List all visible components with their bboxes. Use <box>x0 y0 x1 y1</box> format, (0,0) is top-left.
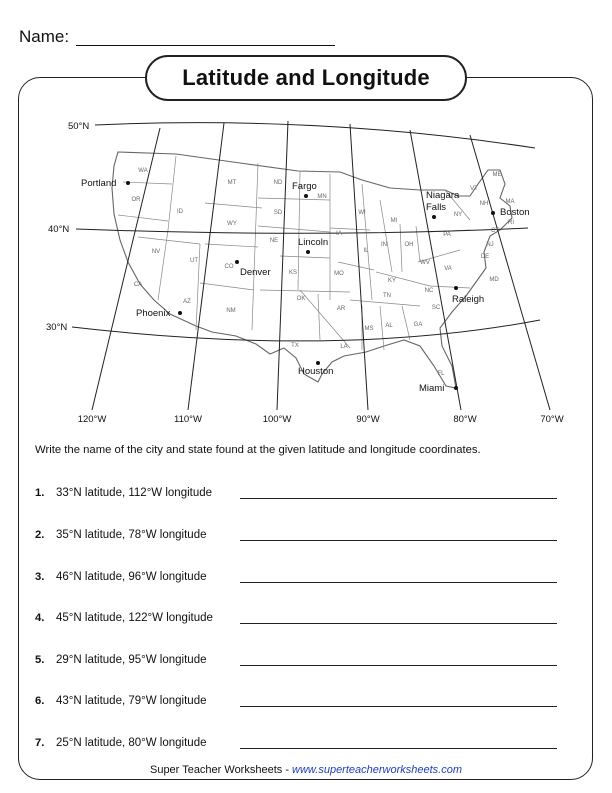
state-label: TX <box>291 343 299 349</box>
state-label: NC <box>424 288 434 294</box>
city-label: Lincoln <box>298 237 329 248</box>
city-dot <box>454 286 458 290</box>
state-label: MO <box>334 271 344 277</box>
state-label: MT <box>227 180 237 186</box>
state-label: MS <box>364 326 374 332</box>
state-label: ND <box>273 180 283 186</box>
state-label: MI <box>390 218 398 224</box>
lon-label: 110°W <box>174 414 202 425</box>
state-label: OR <box>131 197 141 203</box>
city-dot <box>491 211 495 215</box>
footer-brand: Super Teacher Worksheets - <box>149 764 293 776</box>
state-label: IN <box>381 242 387 248</box>
question-number: 1. <box>35 487 45 499</box>
city-label: Niagara <box>426 190 460 201</box>
state-label: AR <box>336 306 346 312</box>
answer-line[interactable] <box>240 498 557 499</box>
city-dot <box>304 194 308 198</box>
question-text: 35°N latitude, 78°W longitude <box>56 529 207 541</box>
state-label: VT <box>470 186 478 192</box>
city-label: Portland <box>81 178 117 189</box>
city-dot <box>316 361 320 365</box>
state-label: AZ <box>183 299 191 305</box>
state-label: IL <box>363 248 369 254</box>
city-label: Houston <box>298 366 334 377</box>
question-number: 7. <box>35 737 45 749</box>
page-title: Latitude and Longitude <box>145 55 467 101</box>
state-label: UT <box>190 258 198 264</box>
question-number: 4. <box>35 612 45 624</box>
city-label: Boston <box>500 207 530 218</box>
state-label: MN <box>317 194 327 200</box>
city-dot <box>306 250 310 254</box>
question <box>35 695 565 711</box>
state-label: IA <box>336 231 342 237</box>
state-label: WY <box>227 221 237 227</box>
question-text: 33°N latitude, 112°W longitude <box>56 487 213 499</box>
state-label: KY <box>387 278 397 284</box>
question <box>35 571 565 587</box>
city-label: Falls <box>426 202 447 213</box>
state-label: NH <box>479 201 489 207</box>
state-label: FL <box>437 371 445 377</box>
question <box>35 529 565 545</box>
city-label: Phoenix <box>136 308 171 319</box>
state-label: OK <box>296 296 306 302</box>
state-label: SD <box>273 210 283 216</box>
state-label: VA <box>444 266 452 272</box>
lon-label: 90°W <box>356 414 380 425</box>
question-text: 43°N latitude, 79°W longitude <box>56 695 207 707</box>
state-label: PA <box>443 232 451 238</box>
state-label: NV <box>151 249 161 255</box>
state-label: TN <box>383 293 391 299</box>
city-dot <box>432 215 436 219</box>
state-label: OH <box>404 242 414 248</box>
city-label: Raleigh <box>452 294 485 305</box>
question <box>35 487 565 503</box>
state-label: KS <box>288 270 298 276</box>
name-label: Name: <box>19 27 70 46</box>
lon-label: 70°W <box>540 414 564 425</box>
state-label: NE <box>269 238 279 244</box>
question-text: 29°N latitude, 95°W longitude <box>56 654 207 666</box>
lon-label: 80°W <box>453 414 477 425</box>
lat-label: 30°N <box>46 322 68 333</box>
state-label: CO <box>224 264 234 270</box>
state-label: CT <box>491 228 499 234</box>
state-label: WA <box>138 168 148 174</box>
state-label: NM <box>226 308 236 314</box>
question <box>35 612 565 628</box>
state-label: ME <box>492 172 502 178</box>
city-dot <box>126 181 130 185</box>
question-number: 2. <box>35 529 45 541</box>
state-label: SC <box>431 305 441 311</box>
lon-label: 100°W <box>262 414 292 425</box>
question <box>35 737 565 753</box>
state-label: CA <box>133 282 143 288</box>
question-number: 3. <box>35 571 45 583</box>
answer-line[interactable] <box>240 623 557 624</box>
state-label: NJ <box>486 242 494 248</box>
question-number: 5. <box>35 654 45 666</box>
city-label: Denver <box>240 267 271 278</box>
state-label: WI <box>358 210 366 216</box>
city-dot <box>235 260 239 264</box>
state-label: LA <box>340 344 348 350</box>
state-label: DE <box>480 254 490 260</box>
footer <box>0 764 612 776</box>
answer-line[interactable] <box>240 540 557 541</box>
answer-line[interactable] <box>240 665 557 666</box>
question-text: 25°N latitude, 80°W longitude <box>56 737 207 749</box>
answer-line[interactable] <box>240 748 557 749</box>
city-dot <box>178 311 182 315</box>
state-label: ID <box>177 209 183 215</box>
footer-url[interactable]: www.superteacherworksheets.com <box>292 764 463 776</box>
question <box>35 654 565 670</box>
state-label: WV <box>420 260 430 266</box>
instructions: Write the name of the city and state found at the given latitude and longitude coordinates. <box>35 444 481 456</box>
question-text: 45°N latitude, 122°W longitude <box>56 612 213 624</box>
state-label: NY <box>453 212 463 218</box>
lat-label: 40°N <box>48 224 70 235</box>
city-label: Miami <box>419 383 445 394</box>
state-label: MD <box>489 277 499 283</box>
state-label: GA <box>413 322 423 328</box>
answer-line[interactable] <box>240 706 557 707</box>
city-dot <box>454 386 458 390</box>
city-label: Fargo <box>292 181 317 192</box>
state-label: MA <box>505 199 515 205</box>
question-number: 6. <box>35 695 45 707</box>
lat-label: 50°N <box>68 121 90 132</box>
lon-label: 120°W <box>77 414 107 425</box>
state-label: AL <box>385 323 393 329</box>
state-label: RI <box>508 220 514 226</box>
question-text: 46°N latitude, 96°W longitude <box>56 571 207 583</box>
answer-line[interactable] <box>240 582 557 583</box>
